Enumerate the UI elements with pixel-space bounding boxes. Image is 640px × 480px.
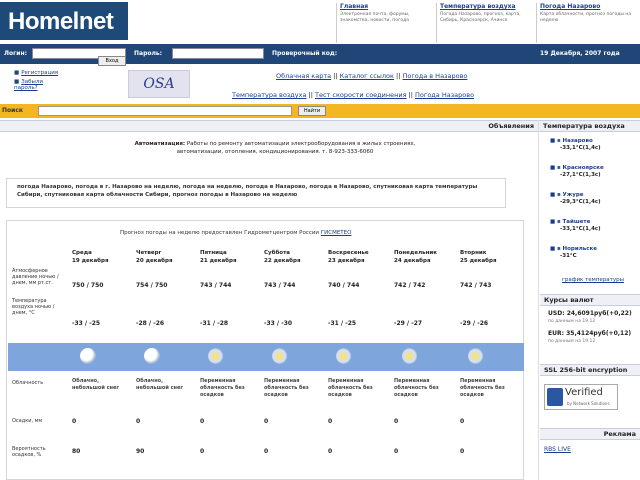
verified-sub: by Network Solutions [567,401,610,406]
verified-badge[interactable] [544,384,618,410]
header-text: Электронная почта, форумы, знакомства, новости, погода [340,12,410,23]
current-date: 19 Декабря, 2007 года [540,50,620,57]
pressure-value: 754 / 750 [136,282,168,289]
row-label-cloud: Облачность [12,380,44,386]
header-column-main [336,3,432,43]
day-date: 24 декабря [394,258,431,264]
day-name: Суббота [264,250,290,256]
partly-cloudy-icon [336,348,352,364]
temperature-city[interactable]: ■ в Назарово [550,138,593,144]
ads-link[interactable]: RBS LIVE [544,446,571,453]
day-date: 20 декабря [136,258,173,264]
temperature-list [550,138,640,273]
currency-rates [548,310,640,350]
pressure-value: 742 / 743 [460,282,492,289]
rate-note: по данным на 19.12 [548,319,596,324]
rate-note: по данным на 19.12 [548,339,596,344]
humidity-value: 0 [394,448,399,455]
pressure-value: 750 / 750 [72,282,104,289]
humidity-value: 80 [72,448,81,455]
temperature-graph-link[interactable]: график температуры [562,277,624,283]
day-name: Вторник [460,250,487,256]
top-link[interactable]: Каталог ссылок [339,72,394,80]
header-text: Карта облачности, прогноз погоды на неделю [540,12,632,23]
partly-cloudy-icon [208,348,224,364]
header-link-weather[interactable]: Погода Назарово [540,3,601,10]
verified-label: Verified [565,387,603,398]
precip-value: 0 [394,418,399,425]
search-input[interactable] [38,106,292,116]
banner-ad[interactable]: OSA [128,70,190,98]
temp-value: -33 / -30 [264,320,293,327]
row-label-pressure: Атмосферное давление ночью / днем, мм рт.ст. [12,268,59,286]
row-label-precip: Осадки, мм [12,418,43,424]
forgot-password-link[interactable]: ■ Забыли пароль? [14,79,43,91]
password-input[interactable] [172,48,264,59]
cloud-description: Переменная облачность без осадков [460,378,505,398]
weather-links-box [6,178,506,208]
cloud-description: Переменная облачность без осадков [394,378,439,398]
register-link[interactable]: ■ Регистрация [14,70,59,76]
weather-links-text[interactable]: погода Назарово, погода в г. Назарово на неделю, погода на неделю, погода в Назарово, погода в Назарово, спутниковая карта температуры Сибири, спутниковая карта облачности Сибири, прогноз погоды в Назарово на неделю [17,184,478,198]
day-date: 23 декабря [328,258,365,264]
partly-cloudy-icon [468,348,484,364]
temp-value: -31 / -25 [328,320,357,327]
sidebar-title-rates: Курсы валют [540,294,640,306]
login-go-button[interactable]: Вход [98,56,126,66]
day-name: Среда [72,250,92,256]
temperature-value: -29,3°C(1,4с) [560,199,601,205]
search-label: Поиск [2,107,23,114]
login-bar [0,44,640,64]
pressure-value: 742 / 742 [394,282,426,289]
day-date: 21 декабря [200,258,237,264]
day-name: Понедельник [394,250,437,256]
precip-value: 0 [200,418,205,425]
temp-value: -28 / -26 [136,320,165,327]
snow-cloud-icon [144,348,160,364]
humidity-value: 0 [460,448,465,455]
provided-by: Прогноз погоды на неделю предоставлен Гидрометцентром России ГИСМЕТЕО [120,230,352,236]
top-links-row-1: Облачная карта || Каталог ссылок || Погода в Назарово [276,72,468,80]
site-logo[interactable]: Homelnet [0,2,128,40]
header-column-weather [536,3,632,43]
gismeteo-link[interactable]: ГИСМЕТЕО [320,230,352,236]
site-header [0,0,640,44]
precip-value: 0 [136,418,141,425]
top-link[interactable]: Облачная карта [276,72,332,80]
precip-value: 0 [72,418,77,425]
snow-cloud-icon [80,348,96,364]
top-links-row-2: Температура воздуха || Тест скорости соединения || Погода Назарово [232,91,475,99]
day-date: 19 декабря [72,258,109,264]
header-text: Погода Назарово, прогноз, карта, Сибирь, Красноярск, Ачинск [440,12,521,23]
cloud-description: Переменная облачность без осадков [200,378,245,398]
day-date: 22 декабря [264,258,301,264]
temperature-city[interactable]: ■ в Ужуре [550,192,584,198]
login-label: Логин: [4,50,27,57]
ad-block [130,140,420,156]
sidebar-title-ssl: SSL 256-bit encryption [540,364,640,376]
partly-cloudy-icon [402,348,418,364]
ad-title: Автоматизация: [134,141,186,147]
password-label: Пароль: [134,50,163,57]
sidebar-title-temp: Температура воздуха [539,120,640,132]
temperature-value: -31°C [560,253,577,259]
check-label: Проверочный код: [272,50,338,57]
temp-value: -31 / -28 [200,320,229,327]
temperature-value: -33,1°C(1,4с) [560,145,601,151]
pressure-value: 740 / 744 [328,282,360,289]
sidebar-title-ads: Реклама [540,428,640,440]
pressure-value: 743 / 744 [200,282,232,289]
temp-value: -29 / -27 [394,320,423,327]
currency-rate: EUR: 35,4124руб(+0,12) [548,330,632,337]
top-link[interactable]: Погода в Назарово [402,72,468,80]
humidity-value: 0 [328,448,333,455]
partly-cloudy-icon [272,348,288,364]
header-column-temp [436,3,532,43]
shield-icon [547,388,563,406]
section-title-ads: Объявления [0,120,538,132]
day-name: Воскресенье [328,250,369,256]
day-name: Четверг [136,250,162,256]
precip-value: 0 [264,418,269,425]
day-date: 25 декабря [460,258,497,264]
top-link[interactable]: Температура воздуха [232,91,307,99]
cloud-description: Переменная облачность без осадков [328,378,373,398]
temperature-value: -33,1°C(1,4с) [560,226,601,232]
temperature-city[interactable]: ■ в Красноярске [550,165,604,171]
cloud-description: Облачно, небольшой снег [72,378,120,391]
row-label-humidity: Вероятность осадков, % [12,446,46,458]
temperature-city[interactable]: ■ в Норильске [550,246,597,252]
search-bar [0,104,640,118]
top-link[interactable]: Погода Назарово [415,91,475,99]
row-label-temp: Температура воздуха ночью / днем, °С [12,298,55,316]
temperature-city[interactable]: ■ в Тайшете [550,219,591,225]
header-link-main[interactable]: Главная [340,3,369,10]
humidity-value: 90 [136,448,145,455]
temperature-value: -27,1°C(1,3с) [560,172,601,178]
ad-text: Работы по ремонту автоматизации электрооборудования в жилых строениях, автоматизации, отопления, кондиционирования. т. 8-923-333-6060 [176,141,416,155]
temp-value: -33 / -25 [72,320,101,327]
day-name: Пятница [200,250,227,256]
cloud-description: Переменная облачность без осадков [264,378,309,398]
search-button[interactable]: Найти [298,106,326,116]
currency-rate: USD: 24,6091руб(+0,22) [548,310,632,317]
temp-value: -29 / -26 [460,320,489,327]
precip-value: 0 [460,418,465,425]
cloud-description: Облачно, небольшой снег [136,378,184,391]
header-link-temp[interactable]: Температура воздуха [440,3,516,10]
pressure-value: 743 / 744 [264,282,296,289]
humidity-value: 0 [200,448,205,455]
humidity-value: 0 [264,448,269,455]
top-link[interactable]: Тест скорости соединения [315,91,407,99]
precip-value: 0 [328,418,333,425]
